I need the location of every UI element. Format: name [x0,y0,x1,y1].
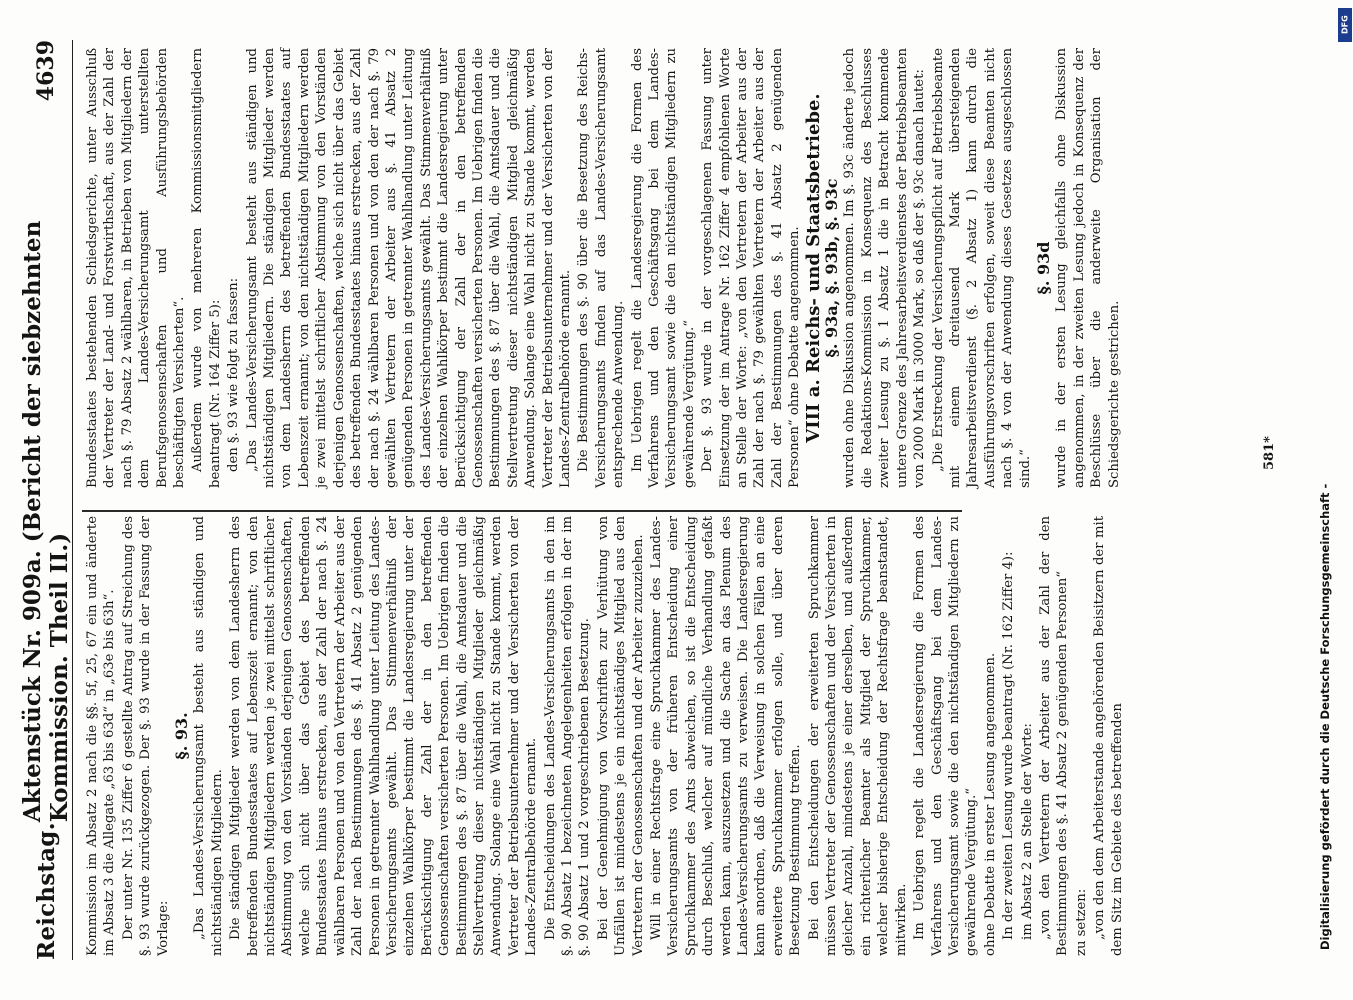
paragraph: den §. 93 wie folgt zu fassen: [226,277,242,472]
section-heading: VIII a. Reichs- und Staatsbetriebe. [802,93,824,443]
section-heading: §. 93d [1033,241,1053,295]
paragraph: Kommission im Absatz 2 nach die §§. 5f, 25, 67 ein und änderte im Absatz 3 die Allegate „63 bis 63d“ in „63e bis 63h“. [85,516,118,956]
paragraph: „Die Erstreckung der Versicherungspflicht auf Betriebsbeamte mit einem dreitausend Mark übersteigenden Jahresarbeitsverdienst (§. 2 Absatz 1) kann durch die Ausführungsvorschriften erfolgen, soweit diese Beamten nicht nach §. 4 von der Anwendung dieses Gesetzes ausgeschlossen sind.“ [930,48,1033,488]
page-header [20,40,73,960]
paragraph: zu setzen: [1073,888,1089,956]
digitization-credit: Digitalisierung gefördert durch die Deutsche Forschungsgemeinschaft - [1318,483,1332,950]
paragraph: „Das Landes-Versicherungsamt besteht aus ständigen und nichtständigen Mitgliedern. [192,516,225,956]
digitization-sidebar [1336,30,1352,970]
paragraph: Im Uebrigen regelt die Landesregierung die Formen des Verfahrens und den Geschäftsgang bei dem Landes-Versicherungsamt sowie die den nichtständigen Mitgliedern zu gewährende Vergütung.“ [629,48,697,488]
page-mark: 581* [1262,436,1277,470]
column-divider [82,511,962,513]
section-heading: §. 93. [172,712,192,760]
right-column [84,48,1124,488]
paragraph: In der zweiten Lesung wurde beantragt (Nr. 162 Ziffer 4): [1001,551,1017,940]
header-title: Aktenstück Nr. 909a. (Bericht der siebzehnten Kommission. Theil II.) [19,220,73,823]
paragraph: Die Entscheidungen des Landes-Versicherungsamts in den im §. 90 Absatz 1 bezeichneten Angelegenheiten erfolgen in der im §. 90 Absatz 1 und 2 vorgeschriebenen Besetzung. [542,516,593,956]
quote: „von den dem Arbeiterstande angehörenden Beisitzern der mit dem Sitz im Gebiete des betreffenden [1092,516,1125,956]
paragraph: Will in einer Rechtsfrage eine Spruchkammer des Landes-Versicherungsamts von der früheren Entscheidung einer Spruchkammer des Amts abweichen, so ist die Entscheidung durch Beschluß, welcher auf mündliche Verhandlung gefaßt werden kann, auszusetzen und die Sache an das Plenum des Landes-Versicherungsamts zu verweisen. Die Landesregierung kann anordnen, daß die Verweisung in solchen Fällen an eine erweiterte Spruchkammer erfolgen solle, und über deren Besetzung Bestimmung treffen. [649,516,804,956]
paragraph: Die ständigen Mitglieder werden von dem Landesherrn des betreffenden Bundesstaates auf Lebenszeit ernannt; von den nichtständigen Mitgliedern werden je zwei mittelst schriftlicher Abstimmung von den Vorständen derjenigen Genossenschaften, welche sich nicht über das Gebiet des betreffenden Bundesstaates hinaus erstrecken, aus der Zahl der nach §. 24 wählbaren Personen und von den Vertretern der Arbeiter aus der Zahl der nach Bestimmungen des §. 41 Absatz 2 genügenden Personen in getrennter Wahlhandlung unter Leitung des Landes-Versicherungsamts gewählt. Das Stimmenverhältniß der einzelnen Wahlkörper bestimmt die Landesregierung unter der Berücksichtigung der Zahl der in den betreffenden Genossenschaften versicherten Personen. Im Uebrigen finden die Bestimmungen des §. 87 über die Wahl, die Amtsdauer und die Stellvertretung dieser nichtständigen Mitglieder gleichmäßig Anwendung. Solange eine Wahl nicht zu Stande kommt, werden Vertreter der Betriebsunternehmer und der Versicherten von der Landes-Zentralbehörde ernannt. [228,516,540,956]
quote: „von den Vertretern der Arbeiter aus der Zahl der den Bestimmungen des §. 41 Absatz 2 genügenden Personen“ [1037,516,1071,956]
header-left: Reichstag. [32,822,60,960]
paragraph: Bei den Entscheidungen der erweiterten Spruchkammer müssen Vertreter der Genossenschaften und der Versicherten in gleicher Anzahl, mindestens je einer derselben, und außerdem ein richterlicher Beamter als Mitglied der Spruchkammer, welcher bisherige Entscheidung der Rechtsfrage beanstandet, mitwirken. [806,516,909,956]
dfg-logo: DFG [1338,8,1352,42]
quote: „Das Landes-Versicherungsamt besteht aus ständigen und nichtständigen Mitgliedern. Die ständigen Mitglieder werden von dem Landesherrn des betreffenden Bundesstaates auf Lebenszeit ernannt; von den nichtständigen Mitgliedern werden je zwei mittelst schriftlicher Abstimmung von den Vorständen derjenigen Genossenschaften, welche sich nicht über das Gebiet des betreffenden Bundesstaates hinaus erstrecken, aus der Zahl der nach §. 24 wählbaren Personen und von den der nach §. 79 gewählten Vertretern der Arbeiter aus §. 41 Absatz 2 genügenden Personen in getrennter Wahlhandlung unter Leitung des Landes-Versicherungsamts gewählt. Das Stimmenverhältniß der einzelnen Wahlkörper bestimmt die Landesregierung unter Berücksichtigung der Zahl der in den betreffenden Genossenschaften versicherten Personen. Im Uebrigen finden die Bestimmungen des §. 87 über die Wahl, die Amtsdauer und die Stellvertretung dieser nichtständigen Mitglied gleichmäßig Anwendung. Solange eine Wahl nicht zu Stande kommt, werden Vertreter der Betriebsunternehmer und der Versicherten von der Landes-Zentralbehörde ernannt. [244,48,573,488]
paragraph: Der §. 93 wurde in der vorgeschlagenen Fassung unter Einsetzung der im Antrage Nr. 162 Ziffer 4 empfohlenen Worte an Stelle der Worte: „von den Vertretern der Arbeiter aus der Zahl der nach §. 79 gewählten Vertretern der Arbeiter aus der Zahl der Bestimmungen des §. 41 Absatz 2 genügenden Personen“ ohne Debatte angenommen. [700,48,803,488]
paragraph: Bei der Genehmigung von Vorschriften zur Verhütung von Unfällen ist mindestens je ein nichtständiges Mitglied aus den Vertretern der Genossenschaften und der Arbeiter zuzuziehen. [595,516,646,956]
paragraph: ohne Debatte in erster Lesung angenommen. [982,652,998,956]
paragraph: Im Uebrigen regelt die Landesregierung die Formen des Verfahrens und den Geschäftsgang bei dem Landes-Versicherungsamt sowie die den nichtständigen Mitgliedern zu gewährende Vergütung.“ [912,516,980,956]
page-number: 4639 [33,40,59,102]
paragraph: im Absatz 2 an Stelle der Worte: [1019,723,1035,940]
paragraph: Der unter Nr. 135 Ziffer 6 gestellte Antrag auf Streichung des §. 93 wurde zurückgezogen. Der §. 93 wurde in der Fassung der Vorlage: [120,516,171,956]
left-column [84,516,1127,956]
paragraph: Die Bestimmungen des §. 90 über die Besetzung des Reichs-Versicherungsamts finden auf das Landes-Versicherungsamt entsprechende Anwendung. [576,48,627,488]
paragraph: Bundesstaates bestehenden Schiedsgerichte, unter Ausschluß der Vertreter der Land- und Forstwirthschaft, aus der Zahl der nach §. 79 Absatz 2 wählbaren, in Betrieben von Mitgliedern der dem Landes-Versicherungsamt unterstellten Berufsgenossenschaften und Ausführungsbehörden beschäftigten Versicherten“. [85,48,188,488]
paragraph: wurde in der ersten Lesung gleichfalls ohne Diskussion angenommen, in der zweiten Lesung jedoch in Konsequenz der Beschlüsse über die anderweite Organisation der Schiedsgerichte gestrichen. [1054,48,1122,488]
section-heading: §. 93a, §. 93b, §. 93c [822,178,842,358]
paragraph: Außerdem wurde von mehreren Kommissionsmitgliedern beantragt (Nr. 164 Ziffer 5): [190,48,223,488]
paragraph: wurden ohne Diskussion angenommen. Im §. 93c änderte jedoch die Redaktions-Kommission in Konsequenz des Beschlusses zweiter Lesung zu §. 1 Absatz 1 die in Betracht kommende untere Grenze des Jahresarbeitsverdienstes der Betriebsbeamten von 2000 Mark in 3000 Mark, so daß der §. 93c danach lautet: [842,48,928,488]
